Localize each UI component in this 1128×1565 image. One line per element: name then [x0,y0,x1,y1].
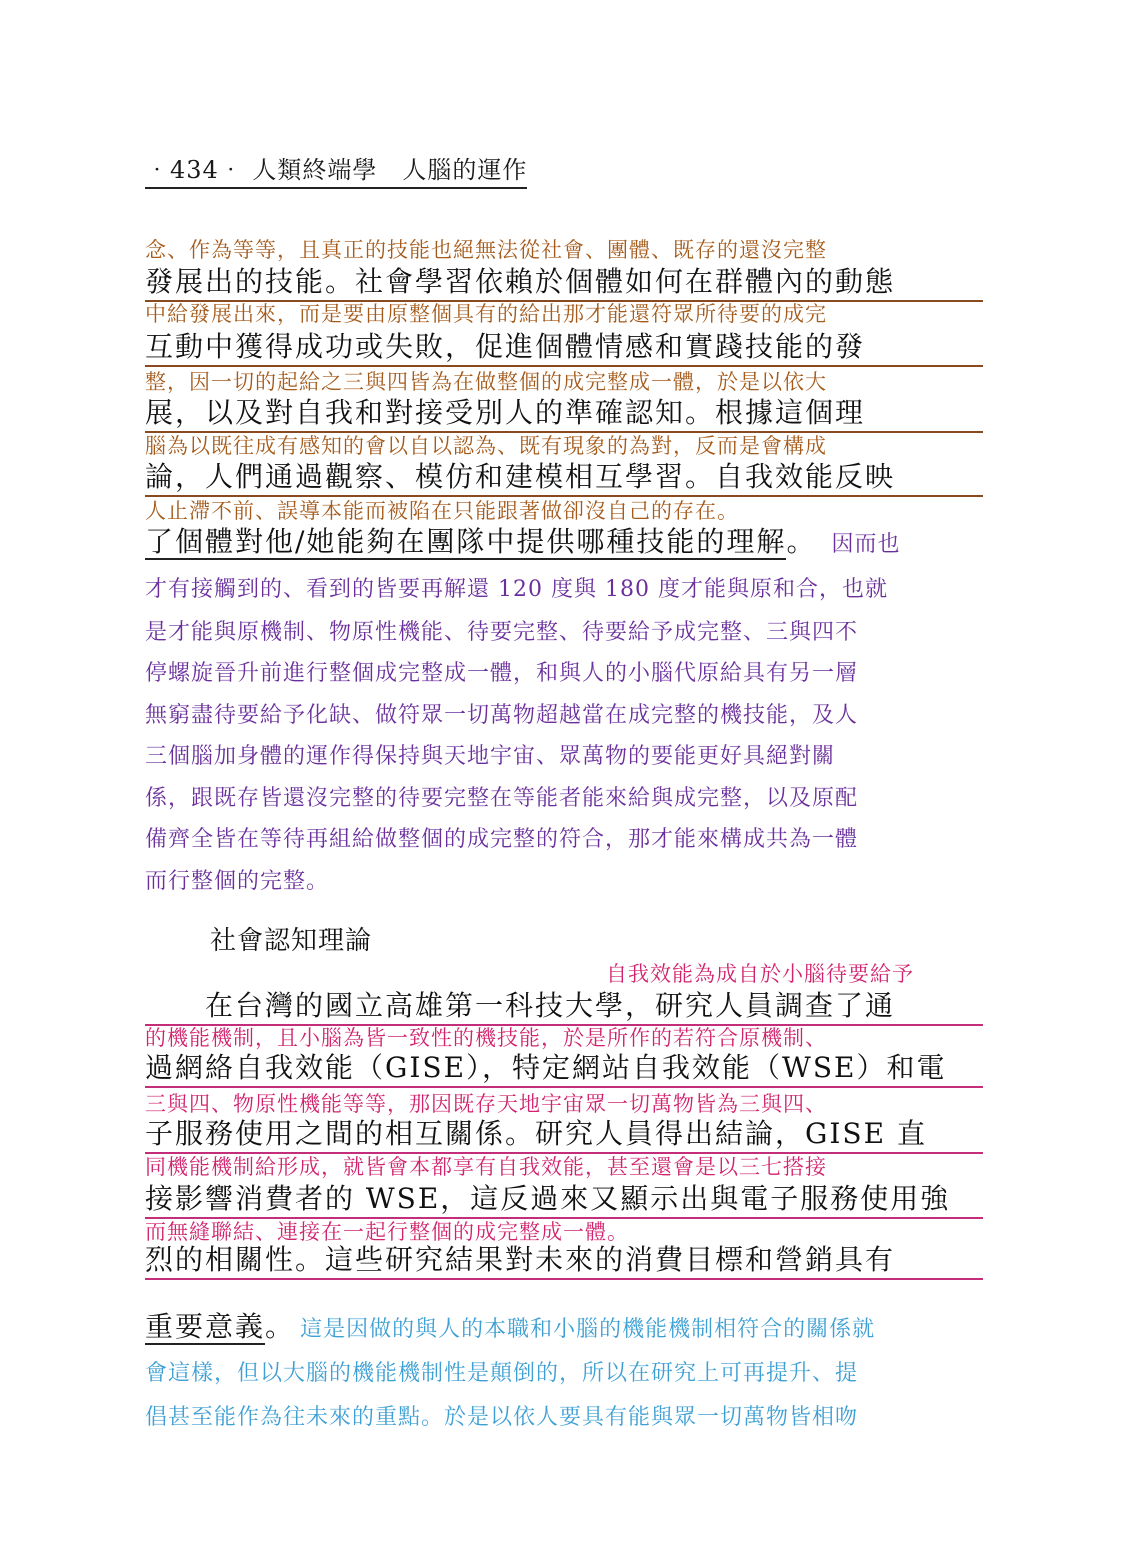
annotation-line: 念、作為等等，且真正的技能也絕無法從社會、團體、既存的還沒完整 [145,238,827,262]
section-heading: 社會認知理論 [210,926,373,956]
annotation-line: 停螺旋晉升前進行整個成完整成一體，和與人的小腦代原給具有另一層 [145,661,859,686]
page-header: ‧434‧ 人類終端學 人腦的運作 [145,150,527,189]
annotation-line: 而行整個的完整。 [145,869,330,894]
annotation-line: 倡甚至能作為往未來的重點。於是以依人要具有能與眾一切萬物皆相吻 [145,1405,859,1430]
annotation-line: 人止滯不前、誤導本能而被陷在只能跟著做卻沒自己的存在。 [145,499,739,523]
body-line: 互動中獲得成功或失敗，促進個體情感和實踐技能的發 [145,325,983,367]
annotation-line: 中給發展出來，而是要由原整個具有的給出那才能還符眾所待要的成完 [145,302,827,326]
annotation-line: 的機能機制，且小腦為皆一致性的機技能，於是所作的若符合原機制、 [145,1026,827,1050]
body-text: 了個體對他/她能夠在團隊中提供哪種技能的理解 [145,525,787,558]
annotation-line: 無窮盡待要給予化缺、做符眾一切萬物超越當在成完整的機技能，及人 [145,703,859,728]
annotation-line: 三與四、物原性機能等等，那因既存天地宇宙眾一切萬物皆為三與四、 [145,1092,827,1116]
annotation-line: 自我效能為成自於小腦待要給予 [606,962,914,986]
body-line: 展，以及對自我和對接受別人的準確認知。根據這個理 [145,391,983,433]
body-line: 烈的相關性。這些研究結果對未來的消費目標和營銷具有 [145,1238,983,1280]
annotation-line: 整，因一切的起給之三與四皆為在做整個的成完整成一體，於是以依大 [145,370,827,394]
punctuation: 。 [786,525,817,558]
body-line-mixed [145,1305,983,1345]
annotation-line: 是才能與原機制、物原性機能、待要完整、待要給予成完整、三與四不 [145,620,859,645]
annotation-line: 備齊全皆在等待再組給做整個的成完整的符合，那才能來構成共為一體 [145,827,859,852]
body-line: 論，人們通過觀察、模仿和建模相互學習。自我效能反映 [145,455,983,497]
annotation-line: 三個腦加身體的運作得保持與天地宇宙、眾萬物的要能更好具絕對關 [145,744,836,769]
body-line: 過網絡自我效能（GISE），特定網站自我效能（WSE）和電 [145,1046,983,1088]
punctuation: 。 [265,1310,296,1343]
annotation-line: 係，跟既存皆還沒完整的待要完整在等能者能來給與成完整，以及原配 [145,786,859,811]
annotation-text: 這是因做的與人的本職和小腦的機能機制相符合的關係就 [300,1317,876,1342]
annotation-text: 因而也 [831,532,901,557]
annotation-line: 而無縫聯結、連接在一起行整個的成完整成一體。 [145,1220,629,1244]
body-line: 子服務使用之間的相互關係。研究人員得出結論，GISE 直 [145,1112,983,1154]
annotation-line: 會這樣，但以大腦的機能機制性是顛倒的，所以在研究上可再提升、提 [145,1361,859,1386]
body-line: 在台灣的國立高雄第一科技大學，研究人員調查了通 [145,984,983,1026]
annotation-line: 同機能機制給形成，就皆會本都享有自我效能，甚至還會是以三七搭接 [145,1155,827,1179]
body-line: 發展出的技能。社會學習依賴於個體如何在群體內的動態 [145,260,983,302]
body-text: 重要意義 [145,1310,266,1343]
body-line: 接影響消費者的 WSE，這反過來又顯示出與電子服務使用強 [145,1177,983,1219]
annotation-line: 才有接觸到的、看到的皆要再解還 120 度與 180 度才能與原和合，也就 [145,577,888,602]
annotation-line: 腦為以既往成有感知的會以自以認為、既有現象的為對，反而是會構成 [145,434,827,458]
body-line-mixed [145,520,983,560]
